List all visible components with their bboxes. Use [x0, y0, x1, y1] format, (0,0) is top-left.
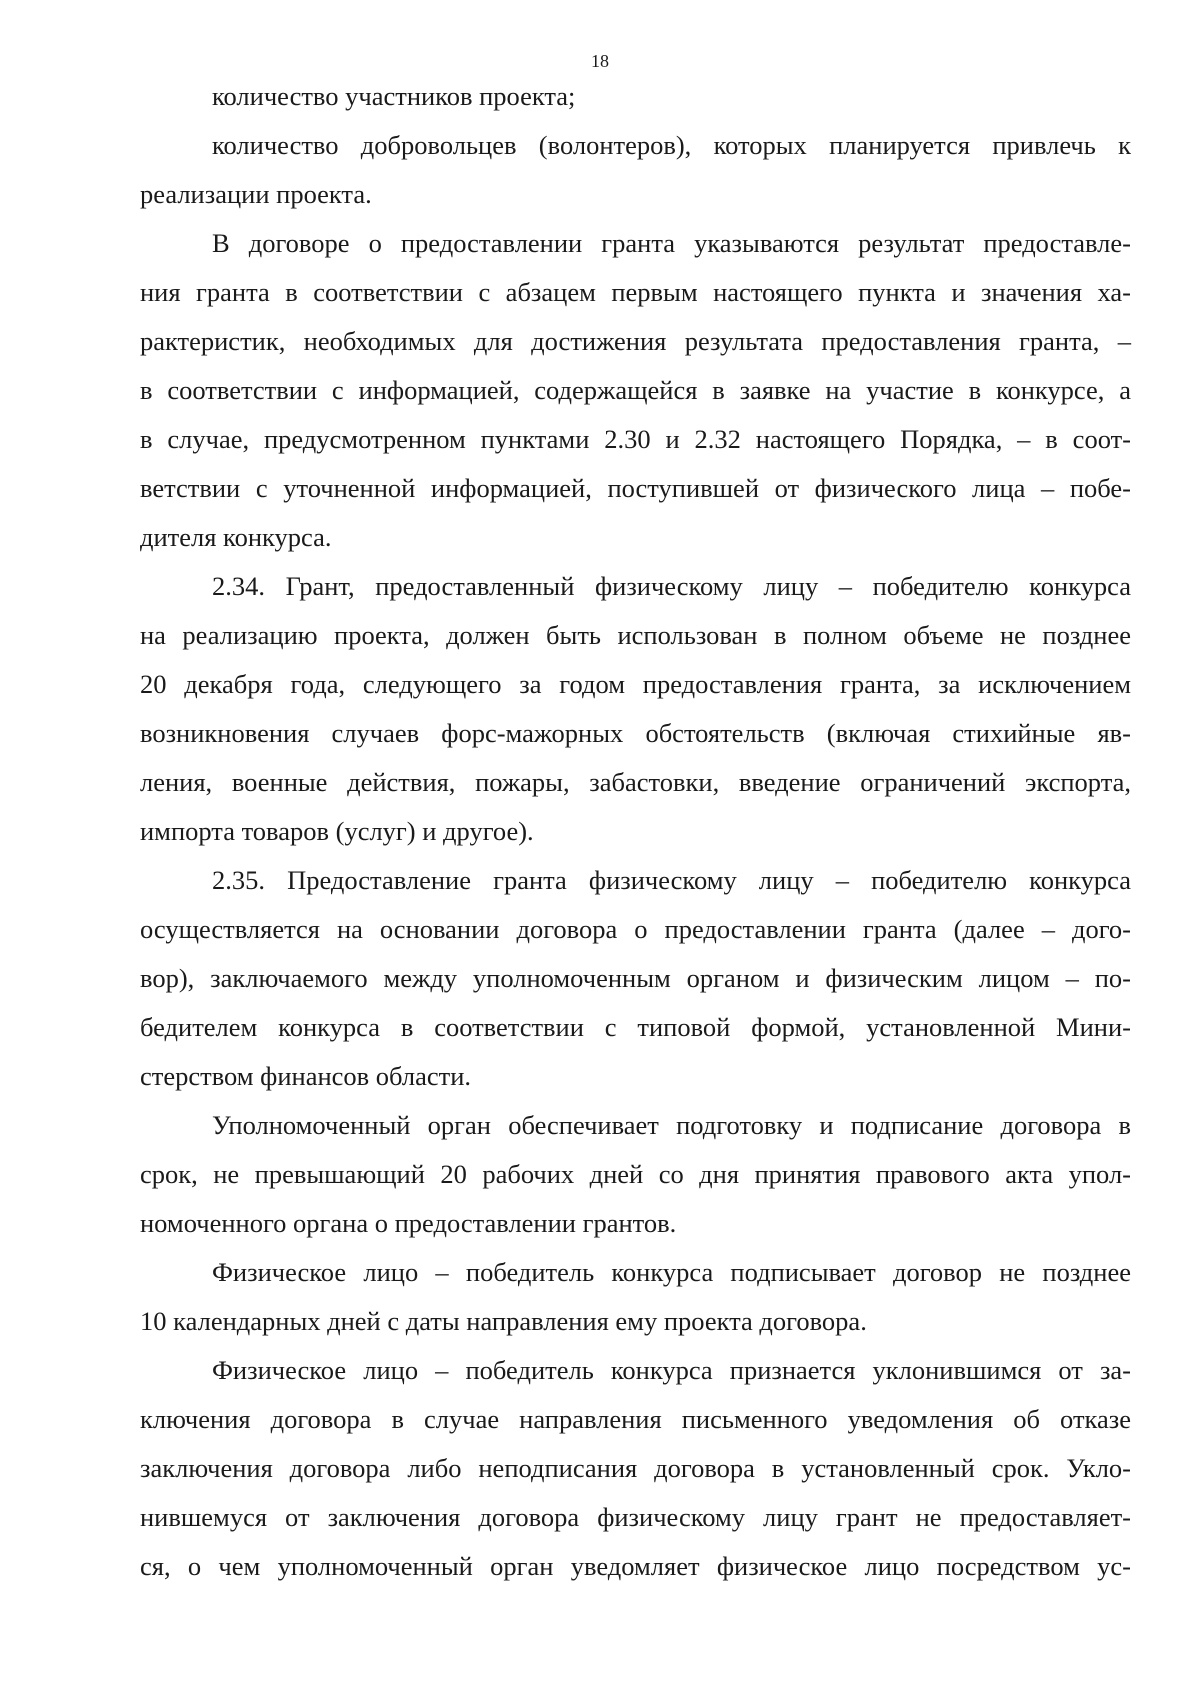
- text-line: 2.35. Предоставление гранта физическому лицу – победителю конкурса: [212, 865, 1131, 895]
- text-line: заключения договора либо неподписания договора в установленный срок. Укло-: [140, 1453, 1131, 1483]
- page-number: 18: [591, 51, 609, 71]
- text-line: ся, о чем уполномоченный орган уведомляет физическое лицо посредством ус-: [140, 1551, 1131, 1581]
- text-line: возникновения случаев форс-мажорных обстоятельств (включая стихийные яв-: [140, 718, 1131, 748]
- text-line: нившемуся от заключения договора физическому лицу грант не предоставляет-: [140, 1502, 1131, 1532]
- text-line: на реализацию проекта, должен быть использован в полном объеме не позднее: [140, 620, 1131, 650]
- text-line: импорта товаров (услуг) и другое).: [140, 816, 534, 846]
- text-line: Уполномоченный орган обеспечивает подготовку и подписание договора в: [212, 1110, 1131, 1140]
- text-line: вор), заключаемого между уполномоченным органом и физическим лицом – по-: [140, 963, 1131, 993]
- text-line: ключения договора в случае направления письменного уведомления об отказе: [140, 1404, 1131, 1434]
- text-line: ления, военные действия, пожары, забастовки, введение ограничений экспорта,: [140, 767, 1131, 797]
- text-line: бедителем конкурса в соответствии с типовой формой, установленной Мини-: [140, 1012, 1131, 1042]
- text-line: В договоре о предоставлении гранта указываются результат предоставле-: [212, 228, 1131, 258]
- text-line: ния гранта в соответствии с абзацем первым настоящего пункта и значения ха-: [140, 277, 1131, 307]
- text-line: Физическое лицо – победитель конкурса подписывает договор не позднее: [212, 1257, 1131, 1287]
- text-line: осуществляется на основании договора о предоставлении гранта (далее – дого-: [140, 914, 1131, 944]
- text-line: стерством финансов области.: [140, 1061, 472, 1091]
- text-line: в случае, предусмотренном пунктами 2.30 и 2.32 настоящего Порядка, – в соот-: [140, 424, 1131, 454]
- text-line: в соответствии с информацией, содержащейся в заявке на участие в конкурсе, а: [140, 375, 1131, 405]
- text-line: номоченного органа о предоставлении грантов.: [140, 1208, 677, 1238]
- text-line: рактеристик, необходимых для достижения результата предоставления гранта, –: [140, 326, 1131, 356]
- text-line: 10 календарных дней с даты направления ему проекта договора.: [140, 1306, 867, 1336]
- text-line: срок, не превышающий 20 рабочих дней со дня принятия правового акта упол-: [140, 1159, 1131, 1189]
- text-line: 2.34. Грант, предоставленный физическому лицу – победителю конкурса: [212, 571, 1131, 601]
- text-line: Физическое лицо – победитель конкурса признается уклонившимся от за-: [212, 1355, 1131, 1385]
- page-body: [140, 72, 1131, 1591]
- text-line: количество добровольцев (волонтеров), которых планируется привлечь к: [212, 130, 1131, 160]
- text-line: дителя конкурса.: [140, 522, 332, 552]
- text-line: ветствии с уточненной информацией, поступившей от физического лица – побе-: [140, 473, 1131, 503]
- text-line: реализации проекта.: [140, 179, 372, 209]
- text-line: количество участников проекта;: [212, 81, 576, 111]
- text-line: 20 декабря года, следующего за годом предоставления гранта, за исключением: [140, 669, 1131, 699]
